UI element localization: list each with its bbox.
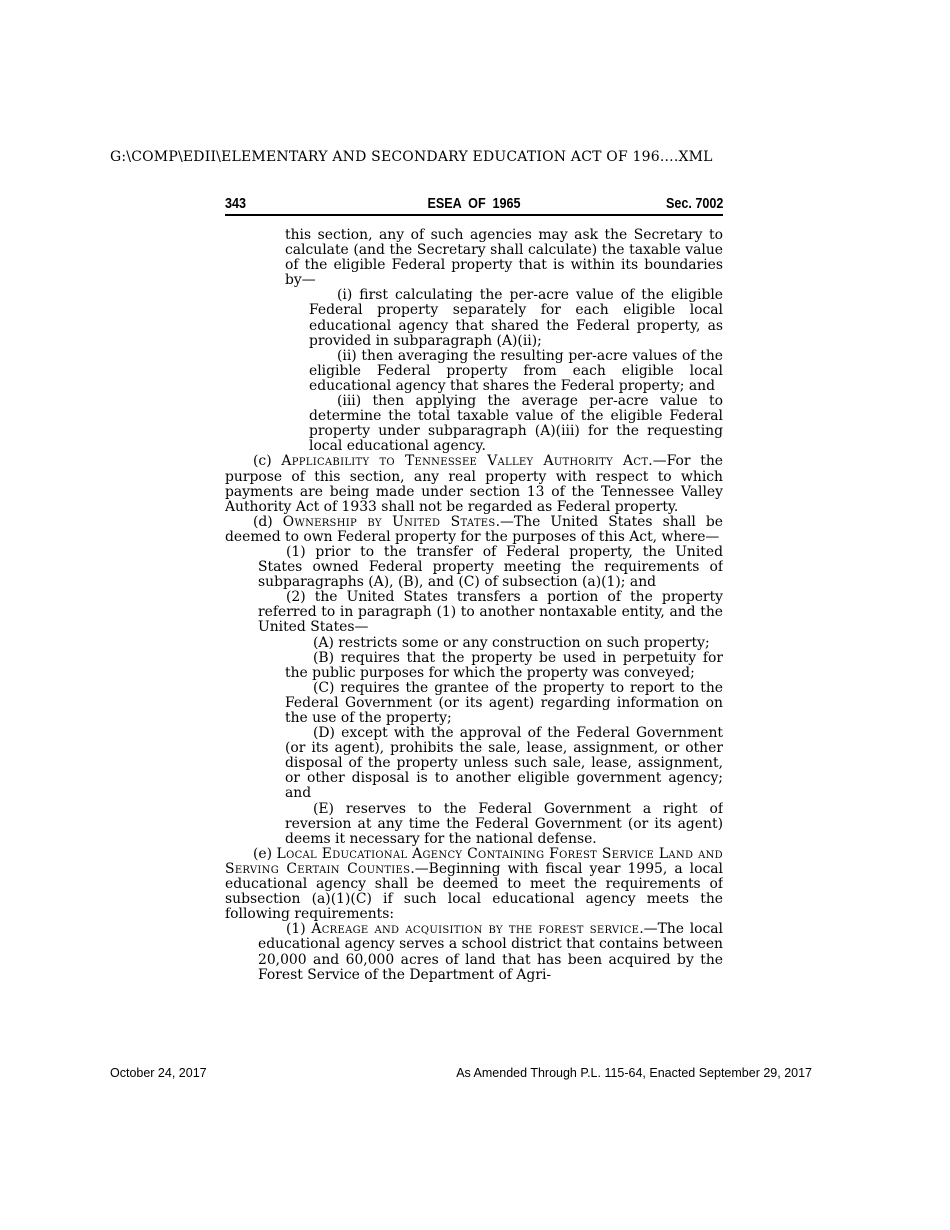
text-run: .—The United States shall be deemed to own Federal property for the purposes of this Act, where—	[225, 513, 723, 545]
text-run: (iii) then applying the average per-acre value to determine the total taxable value of the eligible Federal property under subparagraph (A)(iii) for the requesting local educational agency.	[309, 393, 723, 455]
section-reference: Sec. 7002	[665, 195, 723, 212]
statute-paragraph	[285, 651, 723, 681]
statute-paragraph	[285, 681, 723, 726]
statute-paragraph	[309, 288, 723, 348]
text-run: (c)	[253, 453, 282, 470]
statute-paragraph	[258, 922, 723, 982]
text-run: .—For the purpose of this section, any real property with respect to which payments are being made under section 13 of the Tennessee Valley Authority Act of 1933 shall not be regarded as Federal property.	[225, 453, 723, 515]
page-header	[225, 196, 723, 213]
statute-paragraph	[285, 802, 723, 847]
text-run: (i) first calculating the per-acre value of the eligible Federal property separately for each eligible local educational agency that shared the Federal property, as provided in subparagraph (A)(ii);	[309, 287, 723, 349]
smallcaps-heading-run: Acreage and acquisition by the forest service	[311, 921, 640, 938]
smallcaps-heading-run: Ownership by United States	[282, 513, 496, 530]
statute-paragraph	[285, 636, 723, 651]
text-run: (C) requires the grantee of the property to report to the Federal Government (or its agent) regarding information on the use of the property;	[285, 679, 723, 726]
page-number: 343	[225, 195, 247, 212]
file-path-header: G:\COMP\EDII\ELEMENTARY AND SECONDARY EDUCATION ACT OF 196....XML	[110, 149, 713, 165]
text-run: (1)	[286, 921, 312, 938]
text-run: (ii) then averaging the resulting per-acre values of the eligible Federal property from each eligible local educational agency that shares the Federal property; and	[309, 347, 723, 394]
text-run: (2) the United States transfers a portion of the property referred to in paragraph (1) to another nontaxable entity, and the United States—	[258, 589, 723, 636]
footer-amendment-note: As Amended Through P.L. 115-64, Enacted September 29, 2017	[456, 1066, 812, 1080]
text-run: (e)	[253, 845, 277, 862]
smallcaps-heading-run: Local Educational Agency Containing Forest Service Land and Serving Certain Counties	[225, 845, 723, 877]
text-run: (B) requires that the property be used in perpetuity for the public purposes for which the property was conveyed;	[285, 649, 723, 681]
statute-paragraph	[309, 394, 723, 454]
statute-paragraph	[285, 228, 723, 288]
text-run: .—Beginning with fiscal year 1995, a local educational agency shall be deemed to meet the requirements of subsection (a)(1)(C) if such local educational agency meets the following requirements:	[225, 860, 723, 923]
footer-date: October 24, 2017	[110, 1066, 207, 1080]
header-rule	[225, 214, 723, 216]
text-run: (1) prior to the transfer of Federal property, the United States owned Federal property meeting the requirements of subparagraphs (A), (B), and (C) of subsection (a)(1); and	[258, 543, 723, 591]
statute-paragraph	[285, 726, 723, 801]
statute-paragraph	[258, 545, 723, 590]
text-run: (D) except with the approval of the Federal Government (or its agent), prohibits the sale, lease, assignment, or other disposal of the property unless such sale, lease, assignment, or other disposal is to another eligible government agency; and	[285, 725, 723, 802]
statute-text	[225, 228, 723, 983]
statute-paragraph	[309, 349, 723, 394]
smallcaps-heading-run: Applicability to Tennessee Valley Authority Act	[281, 453, 649, 470]
running-title: ESEA OF 1965	[427, 195, 521, 212]
text-run: (A) restricts some or any construction on such property;	[313, 634, 710, 651]
text-run: .—The local educational agency serves a school district that contains between 20,000 and 60,000 acres of land that has been acquired by the Forest Service of the Department of Agri-	[258, 921, 723, 983]
text-run: (d)	[253, 513, 283, 530]
statute-paragraph	[225, 847, 723, 922]
text-run: this section, any of such agencies may ask the Secretary to calculate (and the Secretary shall calculate) the taxable value of the eligible Federal property that is within its boundaries by—	[285, 228, 723, 289]
text-run: (E) reserves to the Federal Government a right of reversion at any time the Federal Government (or its agent) deems it necessary for the national defense.	[285, 800, 723, 847]
statute-paragraph	[225, 454, 723, 514]
statute-paragraph	[258, 590, 723, 635]
statute-paragraph	[225, 515, 723, 545]
